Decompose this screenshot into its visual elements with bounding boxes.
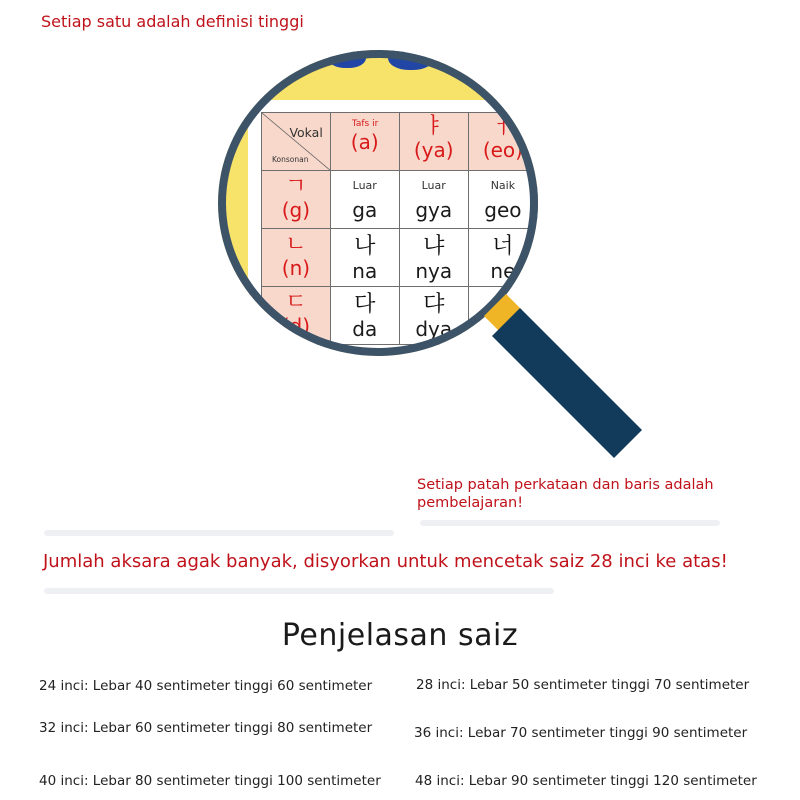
vowel-roman: (eo): [482, 138, 523, 162]
consonant-cell-d: [262, 287, 331, 345]
size-item: 28 inci: Lebar 50 sentimeter tinggi 70 sentimeter: [416, 677, 750, 693]
size-item: 48 inci: Lebar 90 sentimeter tinggi 120 sentimeter: [415, 773, 757, 789]
size-title: Penjelasan saiz: [281, 618, 519, 653]
syllable-roman: geo: [484, 198, 522, 222]
faint-line: [44, 530, 394, 536]
consonant-hangul: ㄱ: [285, 174, 307, 199]
vowel-header-ya: [399, 113, 468, 171]
syllable-roman: na: [352, 259, 378, 283]
syllable-roman: gya: [415, 198, 453, 222]
syllable-roman: ga: [352, 198, 378, 222]
consonant-roman: (d): [281, 314, 311, 338]
faint-line: [420, 520, 720, 526]
faint-line: [44, 588, 554, 594]
syllable-note: Luar: [352, 179, 377, 192]
corner-cell: [262, 113, 331, 171]
syllable-cell: [399, 287, 468, 345]
syllable-roman: nya: [415, 259, 453, 283]
syllable-hangul: 나: [354, 234, 376, 259]
vowel-hangul: ㅑ: [423, 114, 445, 139]
syllable-roman: da: [352, 317, 378, 341]
table-row: [262, 229, 538, 287]
syllable-cell: [399, 171, 468, 229]
syllable-roman: ne: [490, 259, 516, 283]
consonant-hangul: ㄷ: [285, 290, 307, 315]
vowel-roman: (a): [350, 130, 379, 154]
syllable-cell: [330, 229, 399, 287]
consonant-hangul: ㄴ: [285, 232, 307, 257]
consonant-cell-n: [262, 229, 331, 287]
syllable-cell: [330, 287, 399, 345]
size-item: 40 inci: Lebar 80 sentimeter tinggi 100 sentimeter: [39, 773, 381, 789]
consonant-label: Konsonan: [272, 155, 309, 164]
syllable-hangul: 너: [492, 234, 514, 259]
syllable-hangul: 댜: [423, 292, 445, 317]
handle-grip: [492, 308, 642, 458]
vowel-roman: (ya): [413, 138, 454, 162]
syllable-cell: [468, 171, 537, 229]
table-row: [262, 171, 538, 229]
syllable-note: Naik: [490, 179, 516, 192]
size-item: 32 inci: Lebar 60 sentimeter tinggi 80 sentimeter: [39, 720, 373, 736]
vowel-note: Tafs ir: [351, 119, 379, 129]
syllable-cell: [399, 229, 468, 287]
vowel-header-a: [330, 113, 399, 171]
note-middle: Setiap patah perkataan dan baris adalah pembelajaran!: [417, 477, 714, 511]
consonant-roman: (n): [281, 256, 311, 280]
magnifier-handle: [470, 290, 660, 470]
vowel-label: Vokal: [289, 125, 323, 140]
table-row: [262, 113, 538, 171]
syllable-note: Luar: [421, 179, 446, 192]
vowel-hangul: ㅓ: [492, 114, 514, 139]
size-item: 24 inci: Lebar 40 sentimeter tinggi 60 sentimeter: [39, 678, 373, 694]
syllable-cell: [330, 171, 399, 229]
size-item: 36 inci: Lebar 70 sentimeter tinggi 90 sentimeter: [414, 725, 748, 741]
syllable-cell: [468, 229, 537, 287]
chart-header-decoration: [328, 50, 366, 68]
consonant-roman: (g): [281, 198, 311, 222]
vowel-header-eo: [468, 113, 537, 171]
note-print-size: Jumlah aksara agak banyak, disyorkan untuk mencetak saiz 28 inci ke atas!: [43, 551, 728, 572]
syllable-hangul: 냐: [423, 234, 445, 259]
note-top: Setiap satu adalah definisi tinggi: [41, 12, 304, 31]
syllable-roman: dya: [415, 317, 453, 341]
consonant-cell-g: [262, 171, 331, 229]
syllable-hangul: 다: [354, 292, 376, 317]
